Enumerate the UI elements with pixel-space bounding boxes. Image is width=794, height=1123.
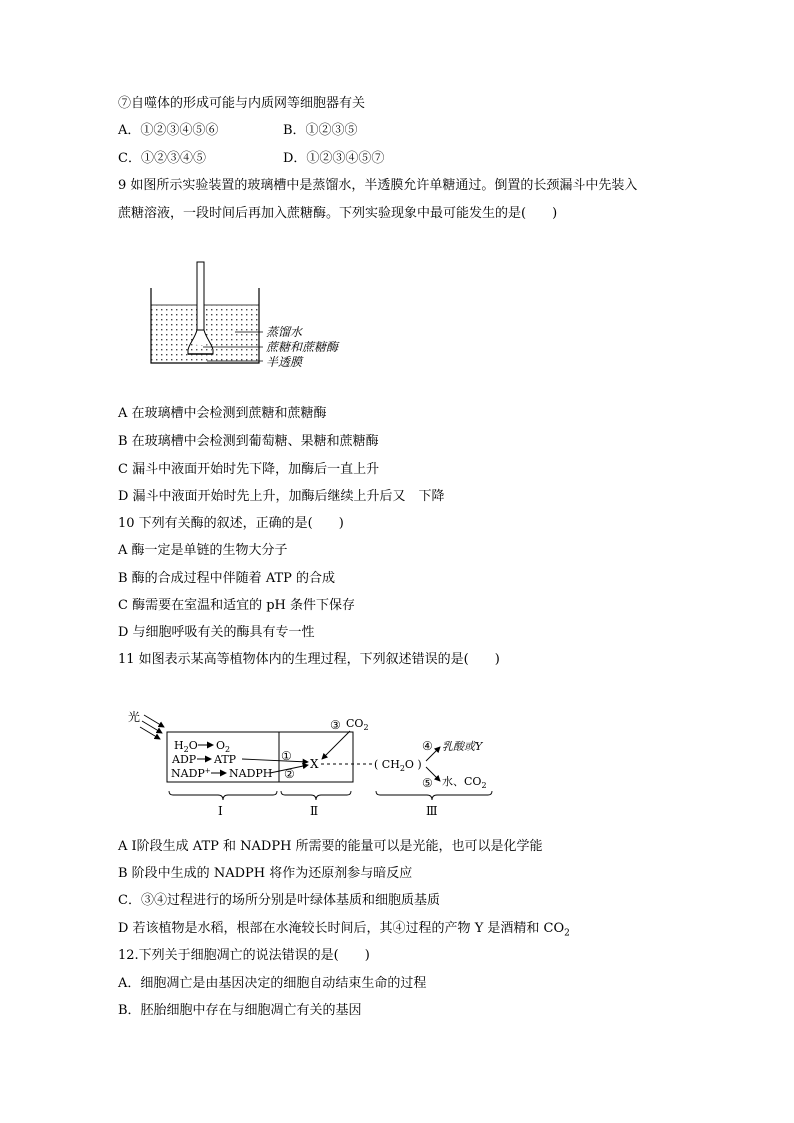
svg-text:NADP+: NADP+	[171, 767, 211, 780]
q11-option-d: D 若该植物是水稻，根部在水淹较长时间后，其④过程的产物 Y 是酒精和 $CO_2$	[118, 921, 570, 939]
svg-text:CO2: $CO_2$	[346, 717, 369, 732]
q9-option-d: D 漏斗中液面开始时先上升，加酶后继续上升后又 下降	[118, 489, 445, 504]
stage-1-label: Ⅰ	[218, 804, 223, 818]
label-distilled-water: 蒸馏水	[266, 325, 303, 339]
label-sucrose-and-sucrase: 蔗糖和蔗糖酶	[266, 340, 339, 354]
svg-text:④: ④	[422, 739, 433, 753]
q8-option-b: B．①②③⑤	[283, 123, 358, 138]
q9-stem-line-1: 9 如图所示实验装置的玻璃槽中是蒸馏水，半透膜允许单糖通过。倒置的长颈漏斗中先装入	[118, 178, 638, 193]
q10-option-b: B 酶的合成过程中伴随着 ATP 的合成	[118, 571, 336, 586]
q12-stem: 12.下列关于细胞凋亡的说法错误的是( )	[118, 948, 370, 963]
q11-stem: 11 如图表示某高等植物体内的生理过程，下列叙述错误的是( )	[118, 652, 500, 667]
svg-text:( CH2O ): ( $CH_2O$ )	[374, 758, 422, 773]
q9-osmosis-apparatus-figure	[145, 258, 385, 374]
x-label: X	[310, 757, 319, 771]
q12-option-a: A．细胞凋亡是由基因决定的细胞自动结束生命的过程	[118, 976, 427, 991]
q9-option-c: C 漏斗中液面开始时先下降，加酶后一直上升	[118, 462, 380, 477]
q11-option-c: C．③④过程进行的场所分别是叶绿体基质和细胞质基质	[118, 893, 440, 908]
q11-option-a: A Ⅰ阶段生成 ATP 和 NADPH 所需要的能量可以是光能，也可以是化学能	[118, 839, 543, 854]
q9-option-b: B 在玻璃槽中会检测到葡萄糖、果糖和蔗糖酶	[118, 434, 379, 449]
adp-label: ADP	[172, 753, 197, 766]
svg-text:⑤: ⑤	[422, 776, 433, 790]
q8-item-7: ⑦自噬体的形成可能与内质网等细胞器有关	[118, 96, 366, 111]
svg-text:③: ③	[330, 718, 341, 732]
q12-option-b: B．胚胎细胞中存在与细胞凋亡有关的基因	[118, 1003, 362, 1018]
q9-stem-line-2: 蔗糖溶液，一段时间后再加入蔗糖酶。下列实验现象中最可能发生的是( )	[118, 206, 558, 221]
q11-option-b: B 阶段中生成的 NADPH 将作为还原剂参与暗反应	[118, 866, 413, 881]
light-label: 光	[128, 710, 141, 724]
svg-text:②: ②	[284, 767, 295, 781]
q11-photosynthesis-respiration-figure	[120, 705, 510, 820]
svg-text:H2O: $H_2O$	[174, 739, 198, 754]
q8-option-a: A．①②③④⑤⑥	[118, 123, 219, 138]
svg-text:水、CO2: 水、$CO_2$	[442, 775, 487, 790]
q8-option-d: D．①②③④⑤⑦	[283, 151, 385, 166]
svg-text:O2: $O_2$	[216, 739, 231, 754]
q10-option-c: C 酶需要在室温和适宜的 pH 条件下保存	[118, 598, 356, 613]
atp-label: ATP	[214, 753, 237, 766]
stage-2-label: Ⅱ	[310, 804, 319, 818]
nadph-label: NADPH	[229, 767, 273, 780]
q9-option-a: A 在玻璃槽中会检测到蔗糖和蔗糖酶	[118, 406, 327, 421]
q10-stem: 10 下列有关酶的叙述，正确的是( )	[118, 516, 344, 531]
q10-option-a: A 酶一定是单链的生物大分子	[118, 543, 288, 558]
q10-option-d: D 与细胞呼吸有关的酶具有专一性	[118, 625, 315, 640]
lactic-acid-or-y-label: 乳酸或Y	[442, 740, 483, 753]
svg-text:①: ①	[281, 749, 292, 763]
q8-option-c: C．①②③④⑤	[118, 151, 206, 166]
label-semipermeable-membrane: 半透膜	[266, 355, 303, 369]
stage-3-label: Ⅲ	[426, 804, 438, 818]
